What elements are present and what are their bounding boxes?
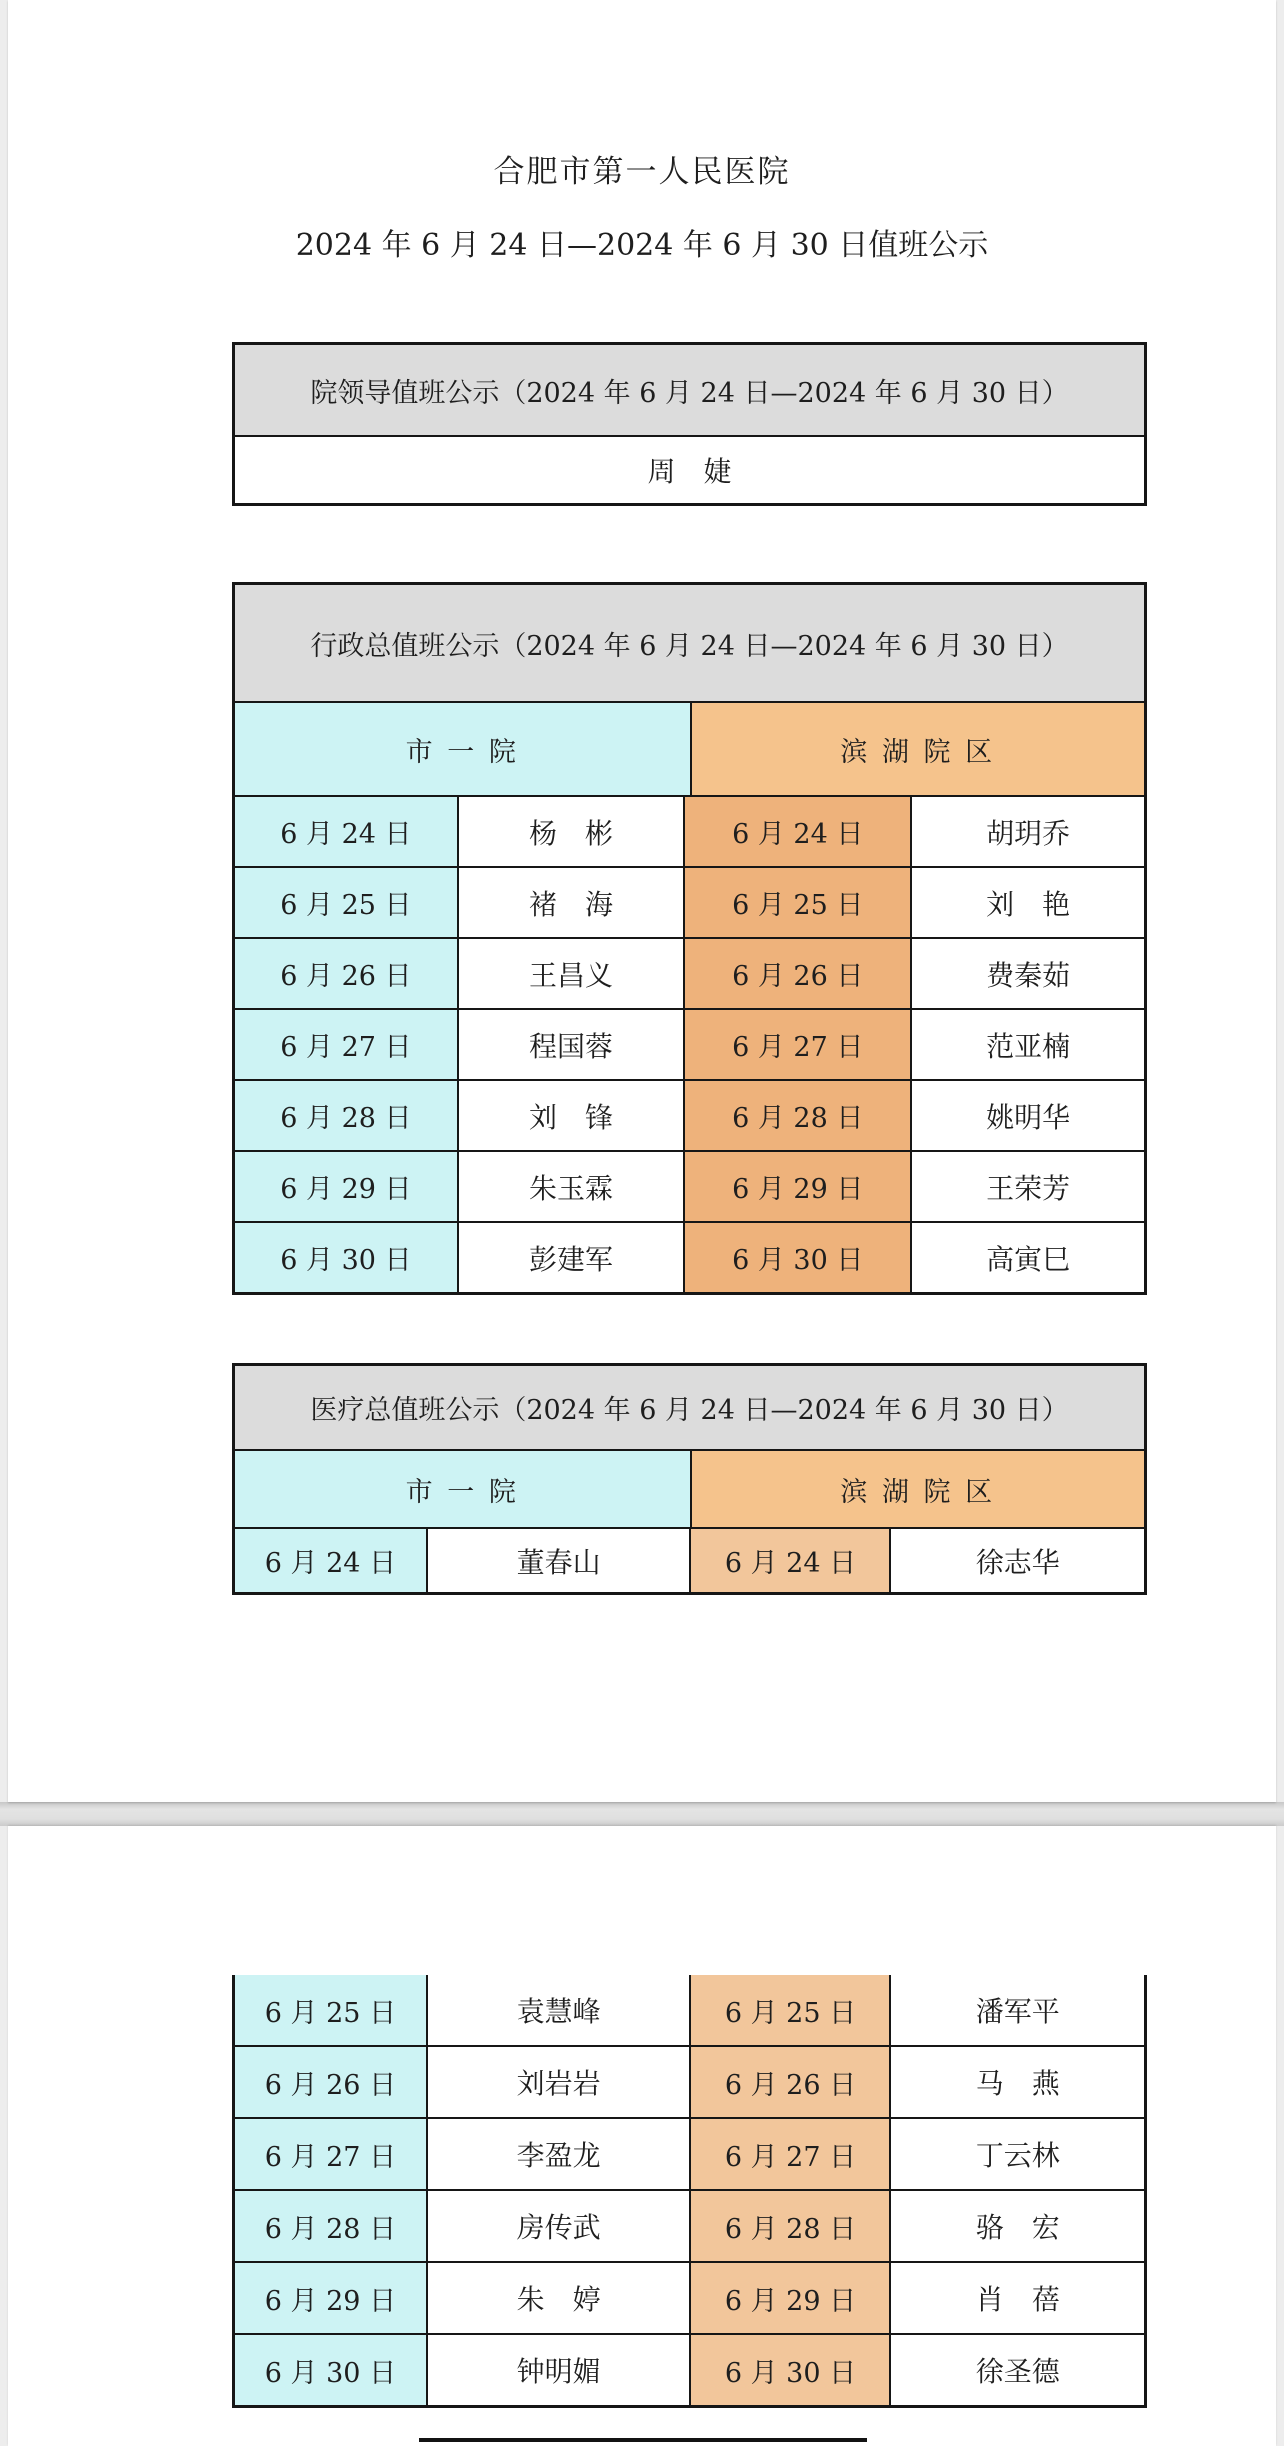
date-cell-shiyiyuan: 6 月 29 日 bbox=[235, 1152, 457, 1221]
medical-duty-row bbox=[235, 1529, 1144, 1592]
date-cell-shiyiyuan: 6 月 30 日 bbox=[235, 1223, 457, 1292]
page-break-separator bbox=[0, 1802, 1284, 1826]
medical-duty-table-header: 医疗总值班公示（2024 年 6 月 24 日—2024 年 6 月 30 日） bbox=[235, 1366, 1144, 1451]
admin-campus-header-row bbox=[235, 703, 1144, 797]
name-cell-shiyiyuan: 王昌义 bbox=[457, 939, 683, 1008]
medical-duty-table bbox=[232, 1363, 1147, 1595]
name-cell-binhu: 高寅巳 bbox=[910, 1223, 1144, 1292]
name-cell-shiyiyuan: 杨 彬 bbox=[457, 797, 683, 866]
date-cell-binhu: 6 月 26 日 bbox=[683, 939, 910, 1008]
leader-duty-row bbox=[235, 437, 1144, 503]
name-cell-binhu: 王荣芳 bbox=[910, 1152, 1144, 1221]
name-cell-shiyiyuan: 褚 海 bbox=[457, 868, 683, 937]
name-cell-shiyiyuan: 刘 锋 bbox=[457, 1081, 683, 1150]
date-cell-binhu: 6 月 27 日 bbox=[689, 2119, 889, 2189]
date-cell-binhu: 6 月 25 日 bbox=[683, 868, 910, 937]
date-cell-shiyiyuan: 6 月 28 日 bbox=[235, 1081, 457, 1150]
medical-duty-row bbox=[235, 2191, 1144, 2263]
date-cell-shiyiyuan: 6 月 25 日 bbox=[235, 868, 457, 937]
name-cell-binhu: 潘军平 bbox=[889, 1975, 1144, 2045]
date-cell-shiyiyuan: 6 月 26 日 bbox=[235, 2047, 426, 2117]
date-cell-binhu: 6 月 24 日 bbox=[683, 797, 910, 866]
date-cell-shiyiyuan: 6 月 24 日 bbox=[235, 1529, 426, 1592]
name-cell-binhu: 肖 蓓 bbox=[889, 2263, 1144, 2333]
medical-duty-row bbox=[235, 2119, 1144, 2191]
admin-duty-row bbox=[235, 1081, 1144, 1152]
date-cell-shiyiyuan: 6 月 30 日 bbox=[235, 2335, 426, 2405]
name-cell-binhu: 胡玥乔 bbox=[910, 797, 1144, 866]
name-cell-binhu: 徐圣德 bbox=[889, 2335, 1144, 2405]
name-cell-shiyiyuan: 钟明媚 bbox=[426, 2335, 690, 2405]
name-cell-shiyiyuan: 彭建军 bbox=[457, 1223, 683, 1292]
name-cell-shiyiyuan: 程国蓉 bbox=[457, 1010, 683, 1079]
date-cell-binhu: 6 月 30 日 bbox=[683, 1223, 910, 1292]
leader-duty-table bbox=[232, 342, 1147, 506]
admin-duty-row bbox=[235, 1152, 1144, 1223]
name-cell-shiyiyuan: 朱玉霖 bbox=[457, 1152, 683, 1221]
document-subtitle: 2024 年 6 月 24 日—2024 年 6 月 30 日值班公示 bbox=[295, 228, 989, 263]
campus-shiyiyuan-header: 市 一 院 bbox=[235, 703, 690, 795]
medical-duty-row bbox=[235, 1975, 1144, 2047]
admin-duty-row bbox=[235, 1223, 1144, 1292]
page-1 bbox=[8, 0, 1276, 1802]
date-cell-binhu: 6 月 29 日 bbox=[689, 2263, 889, 2333]
date-cell-binhu: 6 月 30 日 bbox=[689, 2335, 889, 2405]
medical-campus-header-row bbox=[235, 1451, 1144, 1529]
date-cell-binhu: 6 月 25 日 bbox=[689, 1975, 889, 2045]
name-cell-binhu: 费秦茹 bbox=[910, 939, 1144, 1008]
admin-duty-table bbox=[232, 582, 1147, 1295]
name-cell-shiyiyuan: 刘岩岩 bbox=[426, 2047, 690, 2117]
campus-shiyiyuan-header: 市 一 院 bbox=[235, 1451, 690, 1527]
admin-duty-row bbox=[235, 868, 1144, 939]
medical-duty-table-continued bbox=[232, 1975, 1147, 2408]
date-cell-shiyiyuan: 6 月 27 日 bbox=[235, 2119, 426, 2189]
date-cell-binhu: 6 月 24 日 bbox=[689, 1529, 889, 1592]
date-cell-shiyiyuan: 6 月 26 日 bbox=[235, 939, 457, 1008]
document-title: 合肥市第一人民医院 bbox=[493, 154, 791, 190]
name-cell-binhu: 刘 艳 bbox=[910, 868, 1144, 937]
date-cell-binhu: 6 月 27 日 bbox=[683, 1010, 910, 1079]
date-cell-binhu: 6 月 28 日 bbox=[689, 2191, 889, 2261]
admin-duty-table-header: 行政总值班公示（2024 年 6 月 24 日—2024 年 6 月 30 日） bbox=[235, 585, 1144, 703]
date-cell-shiyiyuan: 6 月 24 日 bbox=[235, 797, 457, 866]
date-cell-shiyiyuan: 6 月 28 日 bbox=[235, 2191, 426, 2261]
campus-binhu-header: 滨 湖 院 区 bbox=[690, 1451, 1145, 1527]
medical-duty-rows bbox=[235, 1529, 1144, 1592]
name-cell-shiyiyuan: 房传武 bbox=[426, 2191, 690, 2261]
medical-duty-row bbox=[235, 2263, 1144, 2335]
admin-duty-rows bbox=[235, 797, 1144, 1292]
name-cell-binhu: 丁云林 bbox=[889, 2119, 1144, 2189]
date-cell-binhu: 6 月 26 日 bbox=[689, 2047, 889, 2117]
medical-duty-rows-continued bbox=[235, 1975, 1144, 2405]
name-cell-binhu: 范亚楠 bbox=[910, 1010, 1144, 1079]
admin-duty-row bbox=[235, 939, 1144, 1010]
name-cell-shiyiyuan: 朱 婷 bbox=[426, 2263, 690, 2333]
medical-duty-row bbox=[235, 2047, 1144, 2119]
date-cell-binhu: 6 月 29 日 bbox=[683, 1152, 910, 1221]
name-cell-binhu: 姚明华 bbox=[910, 1081, 1144, 1150]
name-cell-binhu: 骆 宏 bbox=[889, 2191, 1144, 2261]
admin-duty-row bbox=[235, 797, 1144, 868]
page-2 bbox=[8, 1826, 1276, 2446]
name-cell-shiyiyuan: 袁慧峰 bbox=[426, 1975, 690, 2045]
date-cell-shiyiyuan: 6 月 29 日 bbox=[235, 2263, 426, 2333]
admin-duty-row bbox=[235, 1010, 1144, 1081]
leader-duty-table-header: 院领导值班公示（2024 年 6 月 24 日—2024 年 6 月 30 日） bbox=[235, 345, 1144, 437]
date-cell-shiyiyuan: 6 月 27 日 bbox=[235, 1010, 457, 1079]
name-cell-binhu: 马 燕 bbox=[889, 2047, 1144, 2117]
leader-duty-person: 周 婕 bbox=[647, 455, 732, 488]
next-table-top-border bbox=[419, 2438, 867, 2442]
name-cell-binhu: 徐志华 bbox=[889, 1529, 1144, 1592]
date-cell-shiyiyuan: 6 月 25 日 bbox=[235, 1975, 426, 2045]
campus-binhu-header: 滨 湖 院 区 bbox=[690, 703, 1145, 795]
medical-duty-row bbox=[235, 2335, 1144, 2405]
date-cell-binhu: 6 月 28 日 bbox=[683, 1081, 910, 1150]
name-cell-shiyiyuan: 李盈龙 bbox=[426, 2119, 690, 2189]
name-cell-shiyiyuan: 董春山 bbox=[426, 1529, 690, 1592]
